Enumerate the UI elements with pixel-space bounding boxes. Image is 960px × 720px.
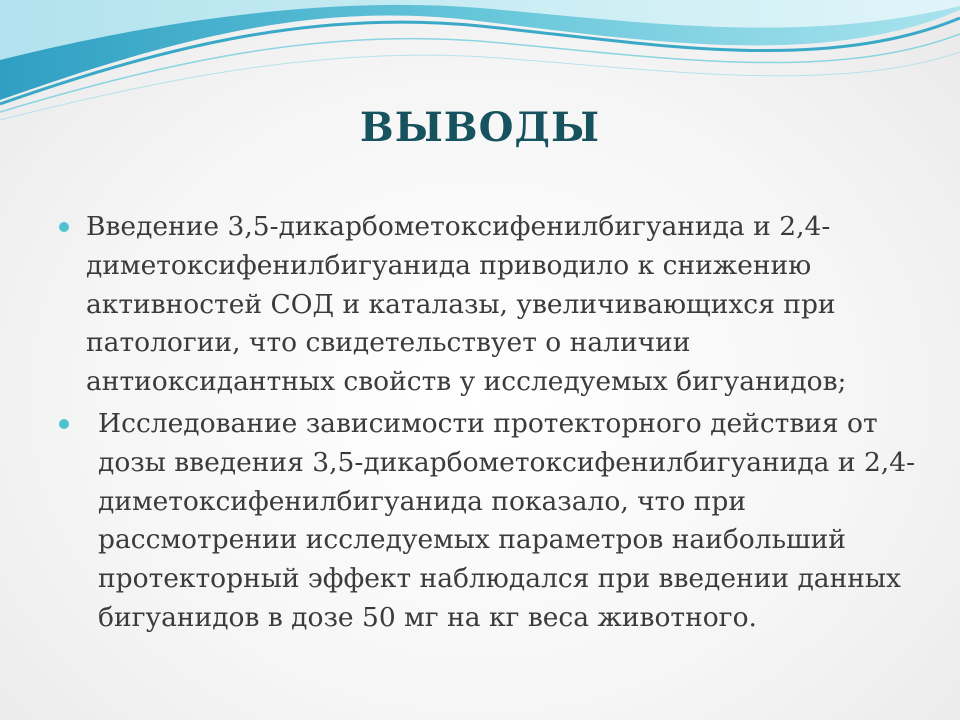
bullet-list xyxy=(56,208,916,641)
bullet-dot-icon xyxy=(59,222,69,232)
bullet-text: Введение 3,5-дикарбометоксифенилбигуанида и 2,4-диметоксифенилбигуанида приводило к снижению активностей СОД и каталазы, увеличивающихся при патологии, что свидетельствует о наличии антиоксидантных свойств у исследуемых бигуанидов; xyxy=(86,211,847,398)
bullet-dot-icon xyxy=(59,419,69,429)
bullet-text: Исследование зависимости протекторного действия от дозы введения 3,5-дикарбометоксифенилбигуанида и 2,4-диметоксифенилбигуанида показало, что при рассмотрении исследуемых параметров наибольший протекторный эффект наблюдался при введении данных бигуанидов в дозе 50 мг на кг веса животного. xyxy=(98,407,916,633)
slide-title: ВЫВОДЫ xyxy=(359,104,601,151)
bullet-item xyxy=(56,208,916,402)
bullet-item xyxy=(56,405,916,638)
